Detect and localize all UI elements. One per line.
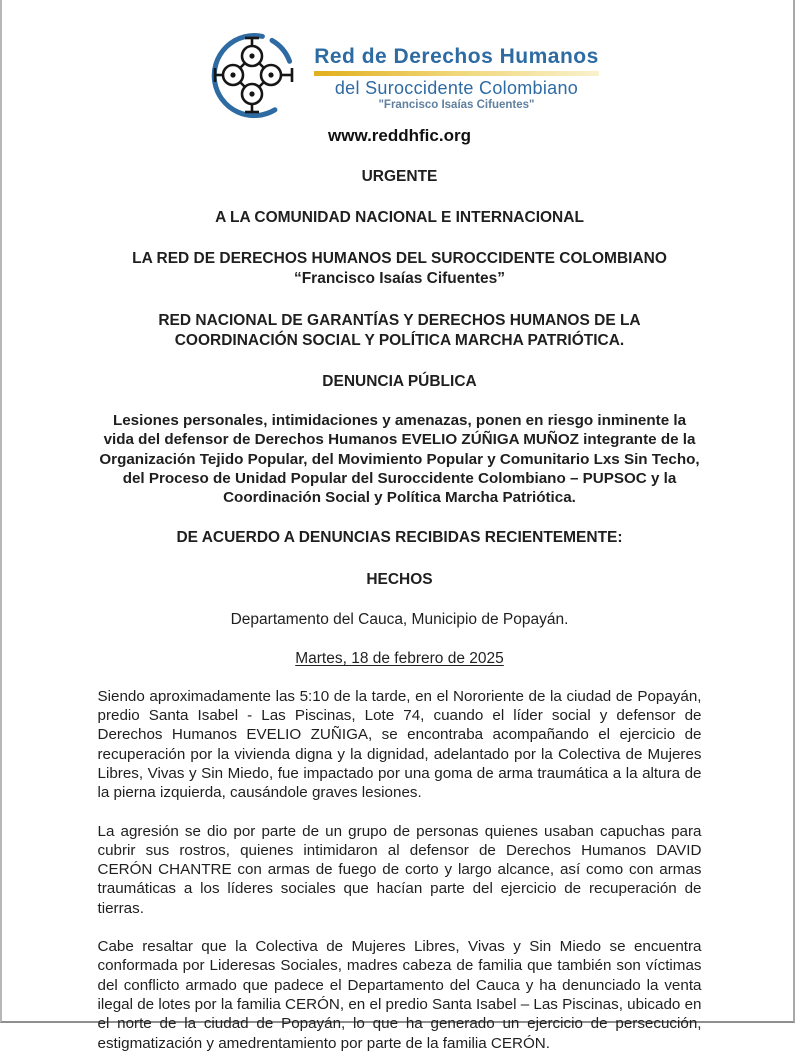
addressee-heading: A LA COMUNIDAD NACIONAL E INTERNACIONAL bbox=[215, 209, 584, 227]
logo-gold-bar bbox=[314, 71, 599, 76]
location-line: Departamento del Cauca, Municipio de Popayán. bbox=[230, 610, 569, 628]
national-network-line2: COORDINACIÓN SOCIAL Y POLÍTICA MARCHA PATRIÓTICA. bbox=[174, 331, 625, 349]
event-date: Martes, 18 de febrero de 2025 bbox=[295, 649, 504, 667]
document-page bbox=[2, 0, 795, 1053]
national-network-heading bbox=[98, 311, 702, 351]
facts-paragraph-1: Siendo aproximadamente las 5:10 de la tarde, en el Nororiente de la ciudad de Popayán, predio Santa Isabel - Las Piscinas, Lote 74, cuando el líder social y defensor de Derechos Humanos EVELIO ZUÑIGA, se encontraba acompañando el ejercicio de recuperación por la vivienda digna y la dignidad, adelantado por la Colectiva de Mujeres Libres, Vivas y Sin Miedo, fue impactado por una goma de arma traumática a la altura de la pierna izquierda, causándole graves lesiones. bbox=[97, 687, 702, 802]
urgent-heading: URGENTE bbox=[361, 168, 438, 185]
facts-paragraph-3: Cabe resaltar que la Colectiva de Mujeres Libres, Vivas y Sin Miedo se encuentra conformada por Lideresas Sociales, madres cabeza de familia que también son víctimas del conflicto armado que padece el Departamento del Cauca y ha denunciado la venta ilegal de lotes por la familia CERÓN, en el predio Santa Isabel – Las Piscinas, ubicado en el norte de la ciudad de Popayán, lo que ha generado un ejercicio de persecución, estigmatización y amedrentamiento por parte de la familia CERÓN. bbox=[97, 938, 702, 1052]
logo-org-subtitle: "Francisco Isaías Cifuentes" bbox=[378, 99, 535, 111]
document-body bbox=[98, 167, 702, 1053]
denuncia-summary: Lesiones personales, intimidaciones y amenazas, ponen en riesgo inminente la vida del defensor de Derechos Humanos EVELIO ZÚÑIGA MUÑOZ integrante de la Organización Tejido Popular, del Movimiento Popular y Comunitario Lxs Sin Techo, del Proceso de Unidad Popular del Suroccidente Colombiano – PUPSOC y la Coordinación Social y Política Marcha Patriótica. bbox=[99, 411, 700, 507]
logo-header bbox=[2, 30, 795, 120]
org-subtitle-line: “Francisco Isaías Cifuentes” bbox=[293, 270, 506, 288]
date-line bbox=[98, 650, 702, 668]
doc-type-heading: DENUNCIA PÚBLICA bbox=[322, 372, 477, 390]
org-name-heading bbox=[98, 249, 702, 289]
org-name-line: LA RED DE DERECHOS HUMANOS DEL SUROCCIDENTE COLOMBIANO bbox=[132, 250, 667, 268]
logo-org-name: Red de Derechos Humanos bbox=[314, 45, 599, 68]
logo-text bbox=[314, 39, 599, 111]
according-heading: DE ACUERDO A DENUNCIAS RECIBIDAS RECIENTEMENTE: bbox=[176, 529, 623, 547]
website-url: www.reddhfic.org bbox=[328, 126, 471, 145]
facts-paragraph-2: La agresión se dio por parte de un grupo de personas quienes usaban capuchas para cubrir sus rostros, quienes intimidaron al defensor de Derechos Humanos DAVID CERÓN CHANTRE con armas de fuego de corto y largo alcance, así como con armas traumáticas a los líderes sociales que hacían parte del ejercicio de recuperación de tierras. bbox=[97, 822, 702, 917]
facts-heading: HECHOS bbox=[366, 570, 433, 588]
national-network-line1: RED NACIONAL DE GARANTÍAS Y DERECHOS HUMANOS DE LA bbox=[158, 311, 641, 329]
network-emblem-icon bbox=[200, 30, 304, 120]
logo-org-region: del Suroccidente Colombiano bbox=[334, 78, 579, 98]
